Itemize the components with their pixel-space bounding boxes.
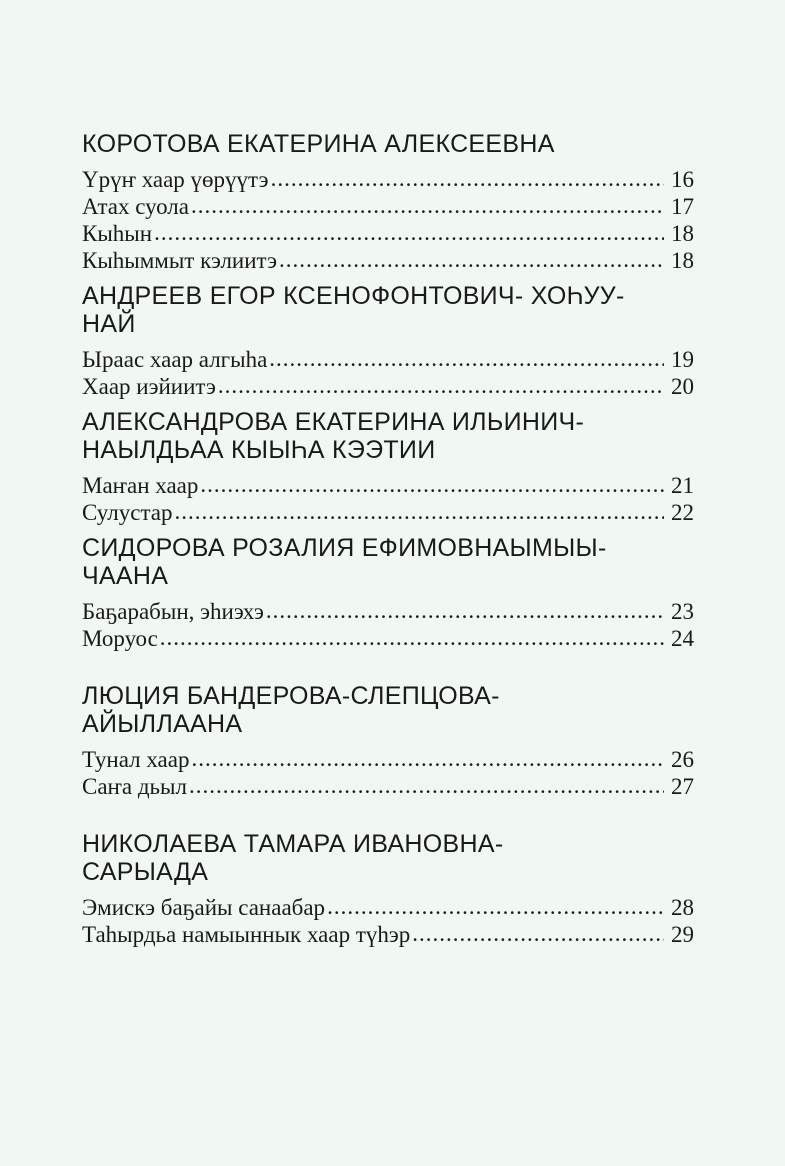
leader-dots — [269, 345, 664, 372]
page-number: 22 — [671, 500, 694, 525]
toc-entry[interactable] — [82, 346, 694, 373]
toc-entry[interactable] — [82, 894, 694, 921]
leader-dots — [266, 597, 664, 624]
entry-title: Маҥан хаар — [82, 473, 199, 498]
toc-entries — [82, 894, 694, 948]
page-number: 24 — [671, 626, 694, 651]
toc-entry[interactable] — [82, 166, 694, 193]
leader-dots — [191, 192, 664, 219]
toc-section — [82, 408, 694, 526]
table-of-contents — [82, 130, 694, 948]
spacer — [82, 400, 694, 408]
entry-title: Үрүҥ хаар үөрүүтэ — [82, 167, 269, 192]
author-heading: НИКОЛАЕВА ТАМАРА ИВАНОВНА- САРЫАДА — [82, 830, 504, 886]
author-heading: СИДОРОВА РОЗАЛИЯ ЕФИМОВНАЫМЫЫ- ЧААНА — [82, 534, 607, 590]
toc-entries — [82, 472, 694, 526]
page-number: 17 — [671, 194, 694, 219]
entry-title: Тунал хаар — [82, 747, 190, 772]
toc-entry[interactable] — [82, 598, 694, 625]
toc-entry[interactable] — [82, 746, 694, 773]
leader-dots — [412, 920, 664, 947]
leader-dots — [271, 165, 664, 192]
leader-dots — [174, 498, 664, 525]
page-number: 19 — [671, 347, 694, 372]
entry-title: Сулустар — [82, 500, 173, 525]
entry-title: Атах суола — [82, 194, 189, 219]
entry-title: Моруос — [82, 626, 158, 651]
page-number: 27 — [671, 774, 694, 799]
toc-section — [82, 534, 694, 652]
page-number: 26 — [671, 747, 694, 772]
toc-entry[interactable] — [82, 921, 694, 948]
page-number: 23 — [671, 599, 694, 624]
leader-dots — [200, 471, 664, 498]
leader-dots — [189, 772, 664, 799]
toc-entries — [82, 746, 694, 800]
entry-title: Кыһыммыт кэлиитэ — [82, 248, 278, 273]
spacer — [82, 526, 694, 534]
author-heading: АЛЕКСАНДРОВА ЕКАТЕРИНА ИЛЬИНИЧ- НАЫЛДЬАА КЫЫҺА КЭЭТИИ — [82, 408, 585, 464]
entry-title: Кыһын — [82, 221, 153, 246]
leader-dots — [218, 372, 664, 399]
page-number: 28 — [671, 895, 694, 920]
toc-entry[interactable] — [82, 220, 694, 247]
page-number: 20 — [671, 374, 694, 399]
entry-title: Таһырдьа намыыннык хаар түһэр — [82, 922, 411, 947]
page-number: 21 — [671, 473, 694, 498]
toc-entries — [82, 346, 694, 400]
toc-entry[interactable] — [82, 472, 694, 499]
entry-title: Эмискэ баҕайы санаабар — [82, 895, 326, 920]
toc-entry[interactable] — [82, 773, 694, 800]
page-number: 18 — [671, 248, 694, 273]
leader-dots — [327, 893, 664, 920]
toc-entries — [82, 598, 694, 652]
toc-entries — [82, 166, 694, 274]
leader-dots — [160, 624, 664, 651]
toc-entry[interactable] — [82, 247, 694, 274]
author-heading: АНДРЕЕВ ЕГОР КСЕНОФОНТОВИЧ- ХОҺУУ- НАЙ — [82, 282, 625, 338]
entry-title: Баҕарабын, эһиэхэ — [82, 599, 264, 624]
toc-entry[interactable] — [82, 373, 694, 400]
page-number: 18 — [671, 221, 694, 246]
page-number: 16 — [671, 167, 694, 192]
leader-dots — [279, 246, 664, 273]
author-heading: КОРОТОВА ЕКАТЕРИНА АЛЕКСЕЕВНА — [82, 130, 555, 158]
toc-section — [82, 830, 694, 948]
toc-section — [82, 682, 694, 800]
spacer — [82, 800, 694, 830]
leader-dots — [191, 745, 664, 772]
spacer — [82, 652, 694, 682]
toc-entry[interactable] — [82, 193, 694, 220]
page-number: 29 — [671, 922, 694, 947]
toc-entry[interactable] — [82, 499, 694, 526]
entry-title: Ыраас хаар алгыһа — [82, 347, 268, 372]
toc-section — [82, 130, 694, 274]
toc-section — [82, 282, 694, 400]
entry-title: Хаар иэйиитэ — [82, 374, 216, 399]
author-heading: ЛЮЦИЯ БАНДЕРОВА-СЛЕПЦОВА- АЙЫЛЛААНА — [82, 682, 500, 738]
leader-dots — [154, 219, 664, 246]
entry-title: Саҥа дьыл — [82, 774, 187, 799]
toc-entry[interactable] — [82, 625, 694, 652]
spacer — [82, 274, 694, 282]
